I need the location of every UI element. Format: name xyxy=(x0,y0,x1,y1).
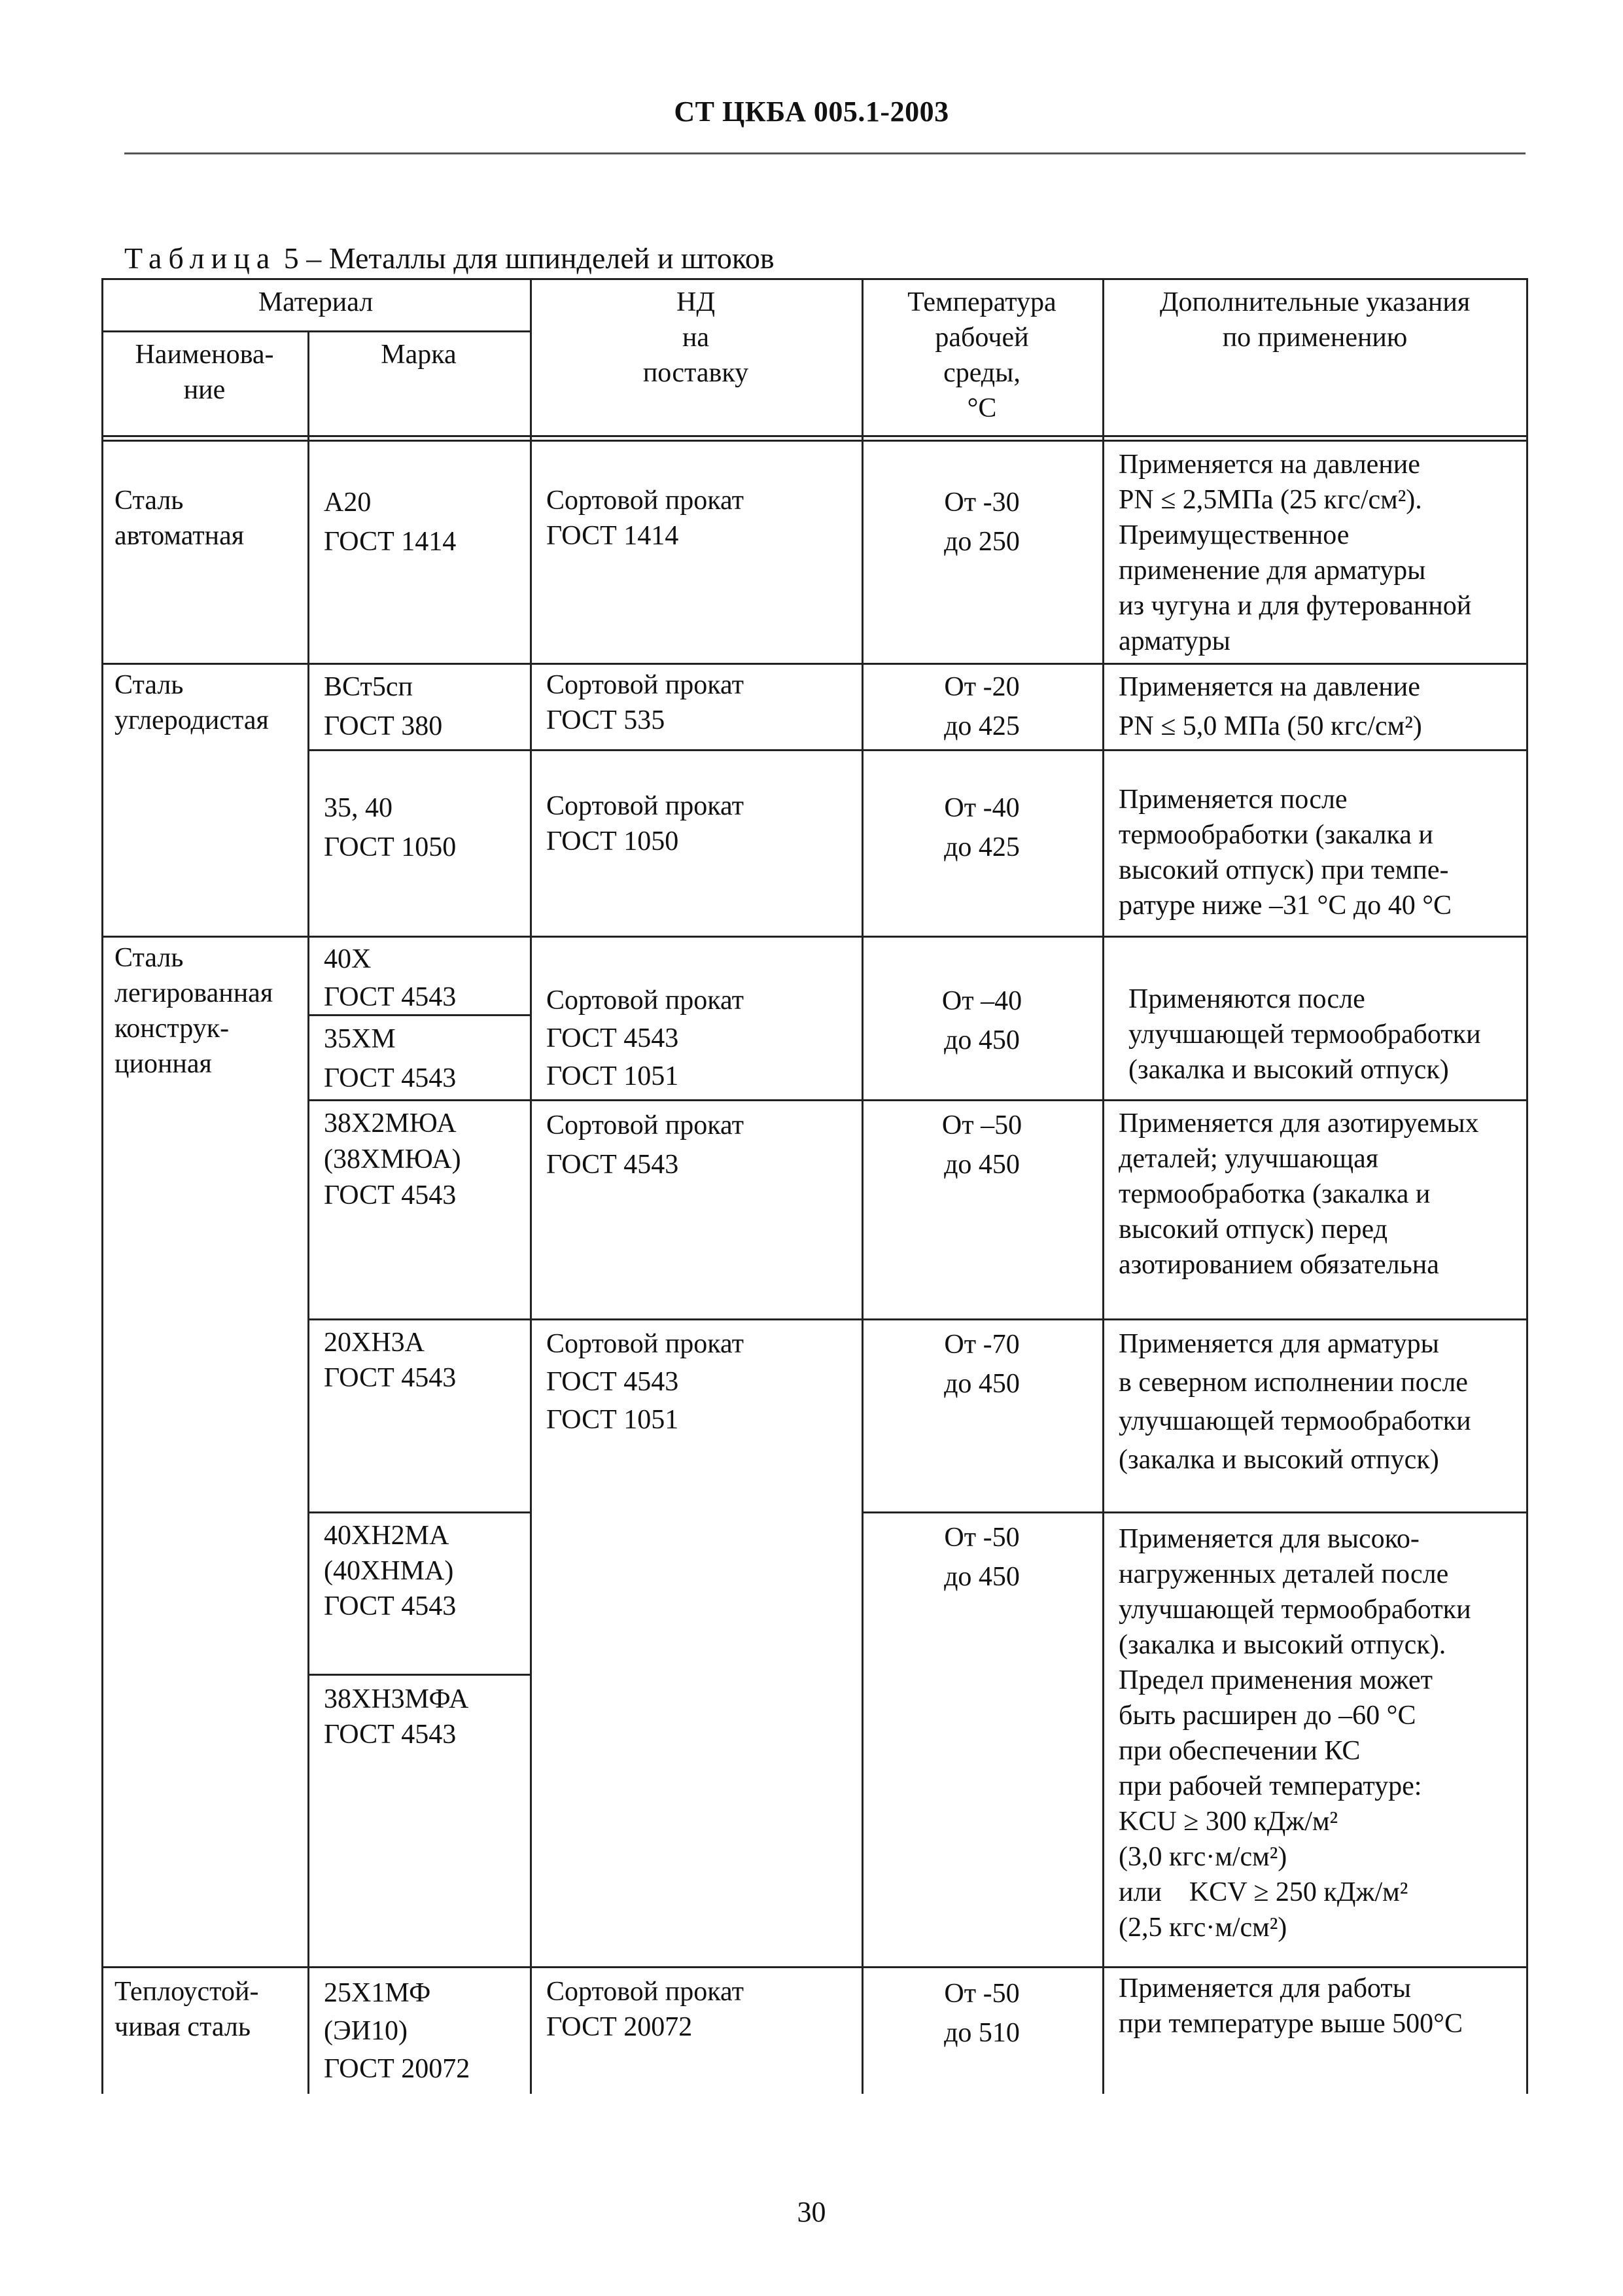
cell-grade: 38Х2МЮА (38ХМЮА) ГОСТ 4543 xyxy=(324,1108,461,1210)
cell-grade: 25Х1МФ (ЭИ10) ГОСТ 20072 xyxy=(324,1978,470,2084)
cell-temperature: От –40 до 450 xyxy=(941,986,1022,1055)
table-row-line xyxy=(101,936,1528,938)
cell-nd: Сортовой прокат ГОСТ 4543 ГОСТ 1051 xyxy=(546,985,744,1091)
table-row-line xyxy=(307,1318,1528,1320)
cell-notes: Применяется для работы при температуре выше 500°С xyxy=(1119,1973,1463,2039)
table-border-left xyxy=(101,278,103,2094)
cell-nd: Сортовой прокат ГОСТ 1414 xyxy=(546,486,744,551)
cell-temperature: От -70 до 450 xyxy=(944,1330,1020,1399)
table-column-line xyxy=(1102,278,1104,2094)
table-column-line xyxy=(530,278,532,2094)
cell-grade: ВСт5сп ГОСТ 380 xyxy=(324,672,443,741)
table-caption xyxy=(124,241,775,275)
cell-grade: 35ХМ ГОСТ 4543 xyxy=(324,1024,457,1093)
header-nd: НД на поставку xyxy=(642,287,749,388)
table-border-top xyxy=(101,278,1528,280)
header-grade: Марка xyxy=(381,340,457,370)
header-material: Материал xyxy=(258,287,374,317)
cell-temperature: От –50 до 450 xyxy=(941,1110,1022,1180)
cell-name: Теплоустой- чивая сталь xyxy=(114,1977,259,2042)
table-row-line xyxy=(307,1099,1528,1101)
cell-grade: 40ХН2МА (40ХНМА) ГОСТ 4543 xyxy=(324,1521,457,1621)
table-header-split-line xyxy=(101,330,530,332)
table-row-line xyxy=(101,1966,1528,1968)
cell-name: Сталь автоматная xyxy=(114,486,245,551)
cell-temperature: От -50 до 510 xyxy=(944,1979,1020,2048)
cell-temperature: От -30 до 250 xyxy=(944,487,1020,557)
table-caption-label: Таблица xyxy=(124,241,277,275)
table-caption-text: 5 – Металлы для шпинделей и штоков xyxy=(276,241,775,275)
table-row-line xyxy=(307,749,1528,751)
document-header: СТ ЦКБА 005.1-2003 xyxy=(674,96,949,128)
cell-nd: Сортовой прокат ГОСТ 4543 xyxy=(546,1110,744,1180)
table-header-bottom-line xyxy=(101,435,1528,437)
cell-name: Сталь легированная конструк- ционная xyxy=(114,943,273,1079)
header-rule xyxy=(124,152,1526,154)
table-row-line xyxy=(307,1511,530,1513)
table-row-line xyxy=(862,1511,1528,1513)
cell-grade: А20 ГОСТ 1414 xyxy=(324,487,457,557)
cell-nd: Сортовой прокат ГОСТ 1050 xyxy=(546,791,744,857)
cell-notes: Применяется после термообработки (закалка и высокий отпуск) при темпе- ратуре ниже –31 °С до 40 °С xyxy=(1119,785,1452,921)
cell-grade: 20ХН3А ГОСТ 4543 xyxy=(324,1328,457,1393)
header-notes: Дополнительные указания по применению xyxy=(1159,287,1471,353)
cell-notes: Применяется для арматуры в северном исполнении после улучшающей термообработки (закалка и высокий отпуск) xyxy=(1119,1329,1471,1475)
cell-nd: Сортовой прокат ГОСТ 20072 xyxy=(546,1977,744,2042)
header-temperature: Температура рабочей среды, °С xyxy=(907,287,1056,423)
table-row-line xyxy=(307,1674,530,1676)
page-number: 30 xyxy=(797,2196,826,2228)
cell-notes: Применяется для высоко- нагруженных деталей после улучшающей термообработки (закалка и высокий отпуск). Предел применения может быть расширен до –60 °С при обеспечении КС при рабочей температуре: KCU ≥ 300 кДж/м² (3,0 кгс·м/см²) или KCV ≥ 250 кДж/м² (2,5 кгс·м/см²) xyxy=(1119,1524,1471,1943)
cell-temperature: От -50 до 450 xyxy=(944,1523,1020,1592)
cell-notes: Применяется для азотируемых деталей; улучшающая термообработка (закалка и высокий отпуск) перед азотированием обязательна xyxy=(1119,1108,1479,1280)
cell-notes: Применяется на давление PN ≤ 2,5МПа (25 кгс/см²). Преимущественное применение для арматуры из чугуна и для футерованной арматуры xyxy=(1119,450,1472,656)
cell-notes: Применяется на давление PN ≤ 5,0 МПа (50 кгс/см²) xyxy=(1119,672,1422,741)
cell-temperature: От -20 до 425 xyxy=(944,672,1020,741)
cell-notes: Применяются после улучшающей термообработки (закалка и высокий отпуск) xyxy=(1128,984,1481,1085)
cell-temperature: От -40 до 425 xyxy=(944,793,1020,862)
cell-grade: 38ХН3МФА ГОСТ 4543 xyxy=(324,1684,469,1750)
cell-grade: 40Х ГОСТ 4543 xyxy=(324,944,457,1012)
table-row-line xyxy=(101,663,1528,665)
cell-name: Сталь углеродистая xyxy=(114,670,269,735)
table-border-right xyxy=(1526,278,1528,2094)
table-column-line xyxy=(307,330,309,2094)
header-name: Наименова- ние xyxy=(135,340,274,405)
table-header-bottom-line-2 xyxy=(101,440,1528,442)
cell-nd: Сортовой прокат ГОСТ 535 xyxy=(546,670,744,735)
cell-grade: 35, 40 ГОСТ 1050 xyxy=(324,793,457,862)
cell-nd: Сортовой прокат ГОСТ 4543 ГОСТ 1051 xyxy=(546,1329,744,1435)
